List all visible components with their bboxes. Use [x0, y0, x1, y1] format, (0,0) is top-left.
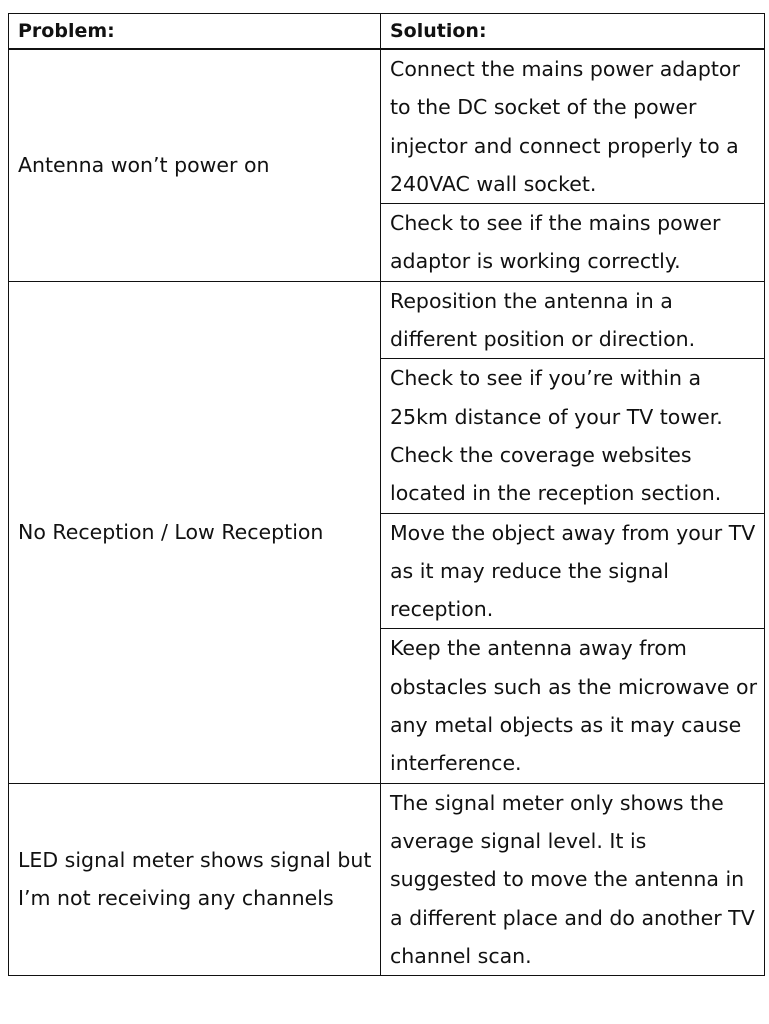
- solution-cell: Check to see if you’re within a 25km distance of your TV tower. Check the coverage websites located in the reception section.: [381, 359, 765, 513]
- table-row: [9, 49, 765, 204]
- problem-cell: Antenna won’t power on: [9, 49, 381, 281]
- solution-cell: Keep the antenna away from obstacles such as the microwave or any metal objects as it may cause interference.: [381, 629, 765, 783]
- table-header: [9, 14, 765, 50]
- troubleshooting-table: [8, 13, 765, 976]
- problem-column-header: Problem:: [9, 14, 381, 50]
- problem-cell: No Reception / Low Reception: [9, 281, 381, 783]
- solution-cell: Reposition the antenna in a different position or direction.: [381, 281, 765, 359]
- solution-cell: Connect the mains power adaptor to the DC socket of the power injector and connect properly to a 240VAC wall socket.: [381, 49, 765, 204]
- solution-cell: Move the object away from your TV as it may reduce the signal reception.: [381, 513, 765, 629]
- table-row: [9, 281, 765, 359]
- header-row: [9, 14, 765, 50]
- solution-column-header: Solution:: [381, 14, 765, 50]
- table-body: [9, 49, 765, 976]
- problem-cell: LED signal meter shows signal but I’m not receiving any channels: [9, 783, 381, 975]
- table-row: [9, 783, 765, 975]
- solution-cell: Check to see if the mains power adaptor is working correctly.: [381, 204, 765, 282]
- solution-cell: The signal meter only shows the average signal level. It is suggested to move the antenna in a different place and do another TV channel scan.: [381, 783, 765, 975]
